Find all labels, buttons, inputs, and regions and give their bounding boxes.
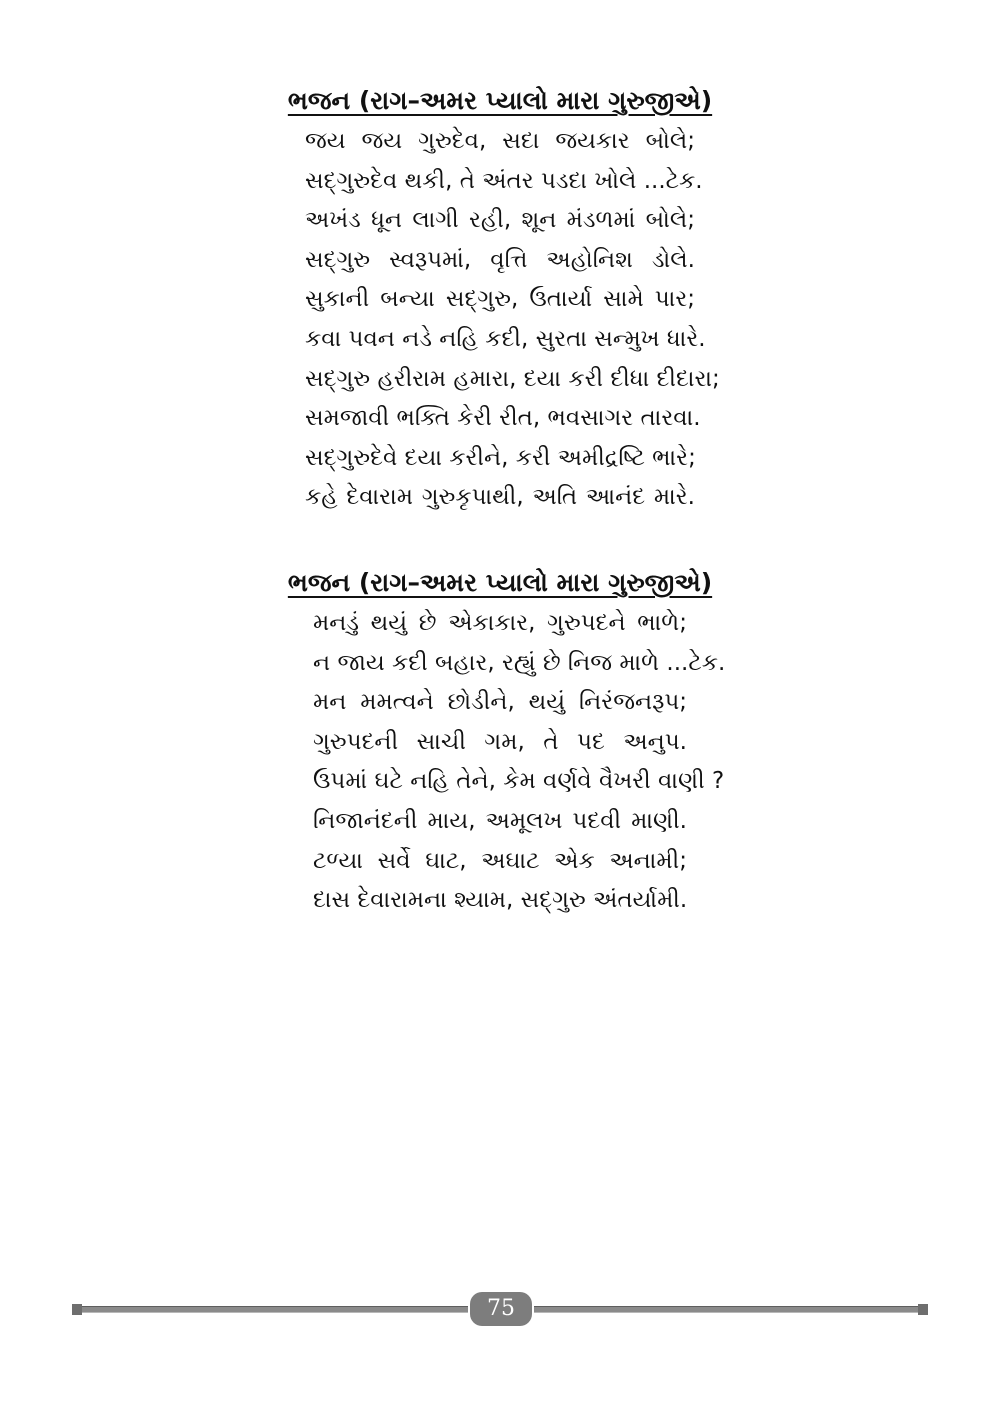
- bhajan-title: ભજન (રાગ–અમર પ્યાલો મારા ગુરુજીએ): [287, 568, 713, 597]
- verse-line: અખંડ ધૂન લાગી રહી, શૂન મંડળમાં બોલે;: [305, 207, 695, 234]
- verse-line: સદ્‌ગુરુ સ્વરૂપમાં, વૃત્તિ અહોનિશ ડોલે.: [305, 246, 695, 273]
- verse-line: ગુરુપદની સાચી ગમ, તે પદ અનુપ.: [313, 728, 687, 755]
- footer-rule-right: [534, 1306, 928, 1313]
- verse-line: ઉપમાં ઘટે નહિ તેને, કેમ વર્ણવે વૈખરી વાણી ?: [313, 768, 725, 795]
- verse-line: સમજાવી ભક્તિ કેરી રીત, ભવસાગર તારવા.: [305, 405, 701, 432]
- verse-line: નિજાનંદની માય, અમૂલખ પદવી માણી.: [313, 807, 687, 834]
- page-number: 75: [470, 1292, 532, 1326]
- bhajan-section-2: [0, 566, 1000, 921]
- verse-lines: [313, 604, 726, 921]
- verse-line: દાસ દેવારામના શ્યામ, સદ્‌ગુરુ અંતર્યામી.: [313, 887, 688, 914]
- footer-rule-cap-right: [918, 1304, 928, 1315]
- verse-line: સદ્‌ગુરુદેવ થકી, તે અંતર પડદા ખોલે ...ટેક.: [305, 167, 703, 194]
- verse-line: મનડું થયું છે એકાકાર, ગુરુપદને ભાળે;: [313, 610, 687, 636]
- verse-line: મન મમત્વને છોડીને, થયું નિરંજનરૂપ;: [313, 689, 687, 716]
- page-footer: [72, 1292, 928, 1326]
- verse-line: ટળ્યા સર્વે ઘાટ, અઘાટ એક અનામી;: [313, 847, 687, 874]
- verse-line: કવા પવન નડે નહિ કદી, સુરતા સન્મુખ ધારે.: [305, 325, 706, 352]
- verse-line: કહે દેવારામ ગુરુકૃપાથી, અતિ આનંદ મારે.: [305, 484, 695, 511]
- verse-line: સદ્‌ગુરુદેવે દયા કરીને, કરી અમીદ્રષ્ટિ ભારે;: [305, 444, 696, 471]
- verse-line: જય જય ગુરુદેવ, સદા જયકાર બોલે;: [305, 128, 695, 154]
- bhajan-title: ભજન (રાગ–અમર પ્યાલો મારા ગુરુજીએ): [287, 86, 713, 115]
- footer-rule-cap-left: [72, 1304, 82, 1315]
- verse-line: સદ્‌ગુરુ હરીરામ હમારા, દયા કરી દીધા દીદારા;: [305, 365, 720, 392]
- footer-rule-left: [72, 1306, 468, 1313]
- verse-line: સુકાની બન્યા સદ્‌ગુરુ, ઉતાર્યા સામે પાર;: [305, 286, 695, 313]
- bhajan-section-1: [0, 84, 1000, 518]
- verse-line: ન જાય કદી બહાર, રહ્યું છે નિજ માળે ...ટેક.: [313, 649, 726, 676]
- verse-lines: [305, 122, 720, 518]
